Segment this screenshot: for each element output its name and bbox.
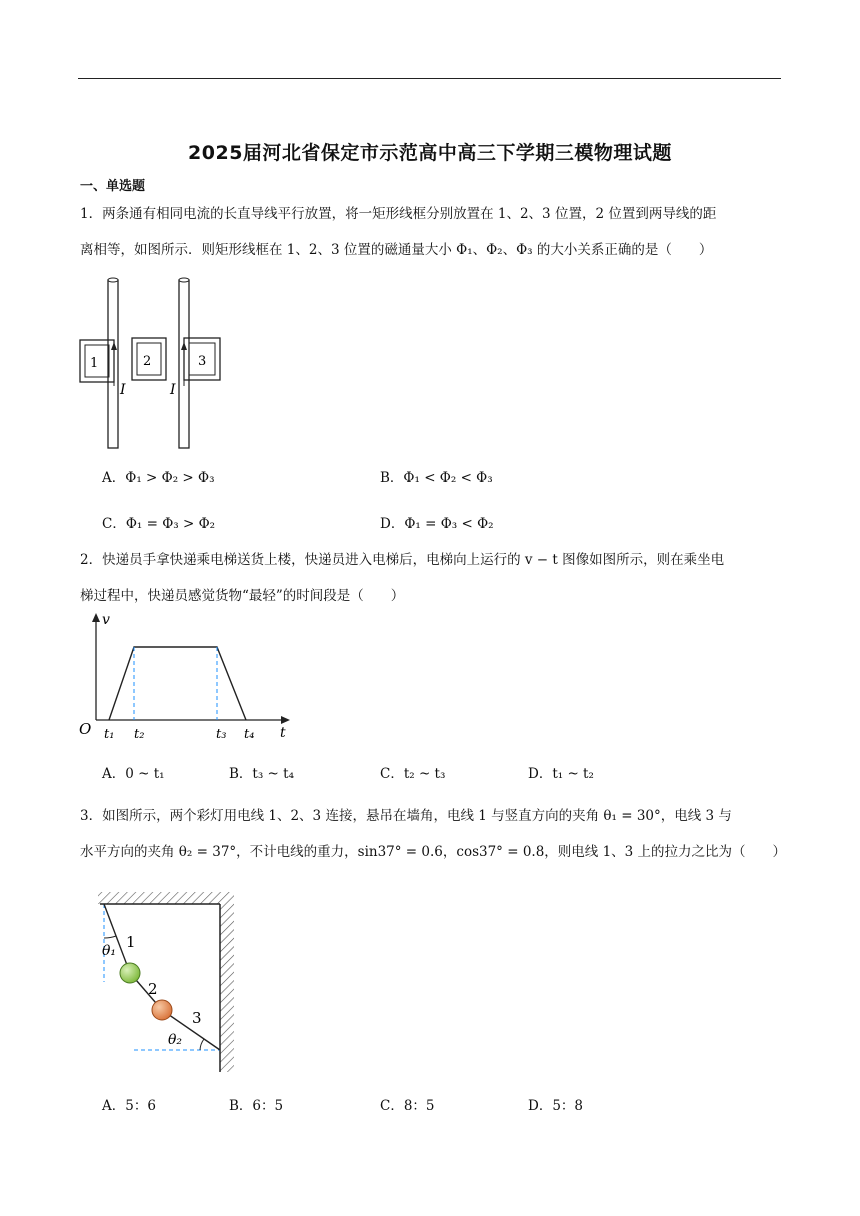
q3-line1: 3．如图所示，两个彩灯用电线 1、2、3 连接，悬吊在墙角，电线 1 与竖直方向的夹角 θ₁ = 30°，电线 3 与 — [80, 808, 732, 824]
frame-1-label: 1 — [90, 356, 99, 371]
q2-option-b[interactable]: B．t₃ ~ t₄ — [229, 766, 294, 782]
tick-t4: t₄ — [244, 727, 255, 742]
frame-2-label: 2 — [143, 354, 152, 369]
tick-t2: t₂ — [134, 727, 145, 742]
wire-right-top — [179, 278, 189, 282]
q3-figure — [78, 890, 240, 1080]
q1-option-d[interactable]: D．Φ₁ = Φ₃ < Φ₂ — [380, 516, 494, 532]
q2-option-d[interactable]: D．t₁ ~ t₂ — [528, 766, 594, 782]
theta1-arc — [104, 936, 116, 938]
theta1-label: θ₁ — [102, 943, 117, 959]
current-label-left: I — [120, 382, 126, 398]
current-label-right: I — [170, 382, 176, 398]
q1-stem — [80, 196, 780, 268]
wire-2-label: 2 — [148, 980, 158, 998]
wall-hatch — [220, 892, 234, 1072]
q3-option-d[interactable]: D．5：8 — [528, 1098, 584, 1114]
q3-option-c[interactable]: C．8：5 — [380, 1098, 435, 1114]
ceiling-hatch — [98, 892, 220, 904]
q3-option-b[interactable]: B．6：5 — [229, 1098, 284, 1114]
q1-option-a[interactable]: A．Φ₁ > Φ₂ > Φ₃ — [102, 470, 215, 486]
orange-lamp — [152, 1000, 172, 1020]
q2-line1: 2．快递员手拿快递乘电梯送货上楼，快递员进入电梯后，电梯向上运行的 v − t 图像如图所示，则在乘坐电 — [80, 552, 725, 568]
q1-option-c[interactable]: C．Φ₁ = Φ₃ > Φ₂ — [102, 516, 216, 532]
q1-option-b[interactable]: B．Φ₁ < Φ₂ < Φ₃ — [380, 470, 493, 486]
x-axis-label: t — [280, 725, 286, 741]
wire-1-label: 1 — [126, 933, 136, 951]
q3-option-a[interactable]: A．5：6 — [102, 1098, 156, 1114]
origin-label: O — [79, 720, 92, 738]
q2-line2: 梯过程中，快递员感觉货物“最轻”的时间段是（ ） — [80, 588, 405, 604]
wire-left-top — [108, 278, 118, 282]
y-axis-label: v — [102, 612, 110, 628]
q3-stem — [80, 798, 787, 870]
q2-option-c[interactable]: C．t₂ ~ t₃ — [380, 766, 446, 782]
green-lamp — [120, 963, 140, 983]
wire-3-label: 3 — [192, 1009, 202, 1027]
tick-t1: t₁ — [104, 727, 115, 742]
q3-line2: 水平方向的夹角 θ₂ = 37°，不计电线的重力，sin37° = 0.6，cos37° = 0.8，则电线 1、3 上的拉力之比为（ ） — [80, 844, 787, 860]
frame-3-label: 3 — [198, 354, 207, 369]
section-heading: 一、单选题 — [80, 179, 146, 194]
theta2-arc — [200, 1039, 204, 1050]
q1-line2: 离相等，如图所示．则矩形线框在 1、2、3 位置的磁通量大小 Φ₁、Φ₂、Φ₃ 的大小关系正确的是（ ） — [80, 242, 713, 258]
vt-curve — [109, 647, 246, 720]
header-rule — [78, 78, 781, 79]
theta2-label: θ₂ — [168, 1032, 183, 1048]
tick-t3: t₃ — [216, 727, 227, 742]
q2-option-a[interactable]: A．0 ~ t₁ — [102, 766, 165, 782]
page-title: 2025届河北省保定市示范高中高三下学期三模物理试题 — [188, 142, 672, 164]
q1-line1: 1．两条通有相同电流的长直导线平行放置，将一矩形线框分别放置在 1、2、3 位置，2 位置到两导线的距 — [80, 206, 717, 222]
q1-figure — [78, 274, 228, 452]
q2-stem — [80, 542, 780, 614]
q2-vt-graph — [76, 610, 298, 746]
